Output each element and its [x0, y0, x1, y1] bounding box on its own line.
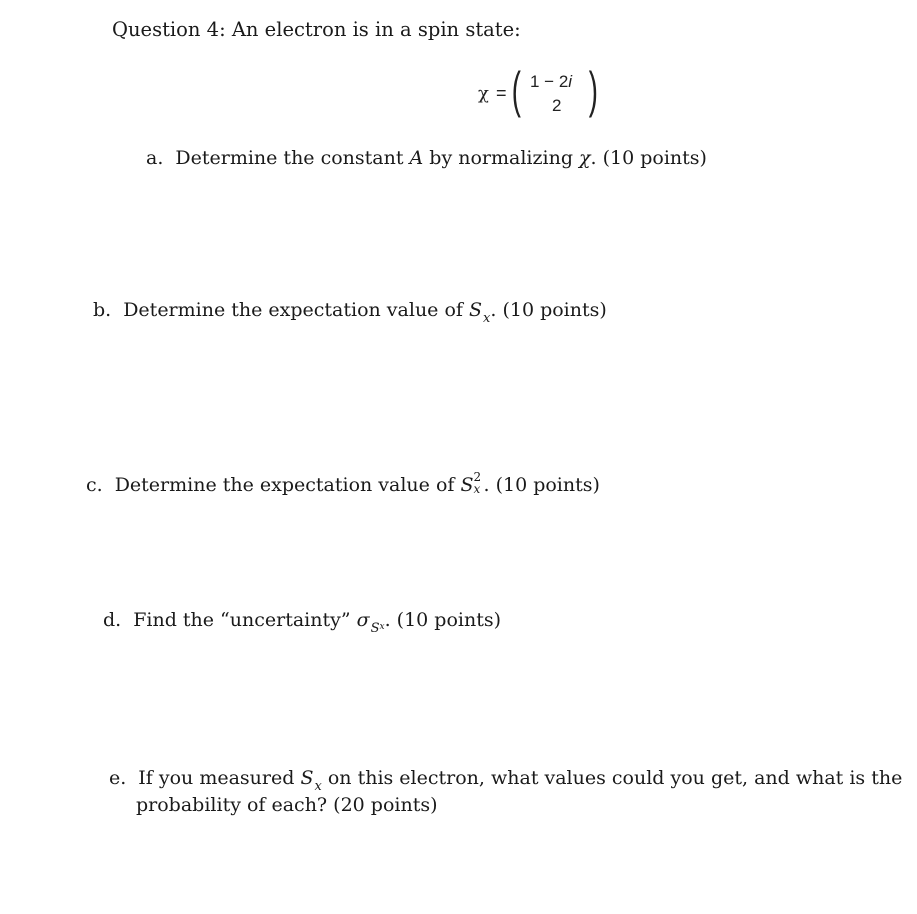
part-b-label: b.: [93, 299, 112, 321]
right-paren: ): [588, 62, 598, 118]
vector-row-2: 2: [552, 96, 562, 115]
part-a-label: a.: [146, 147, 164, 169]
equals-sign: =: [496, 83, 507, 103]
part-a: a. Determine the constant A by normalizing χ. (10 points): [146, 147, 707, 169]
part-b: b. Determine the expectation value of $S_x$. (10 points): [93, 299, 607, 326]
part-c: c. Determine the expectation value of S 2 x . (10 points): [86, 470, 600, 496]
part-e-line-2: probability of each? (20 points): [136, 794, 438, 816]
part-d: d. Find the “uncertainty” $\sigma_Sx$. (10 points): [103, 609, 502, 636]
left-paren: (: [511, 62, 521, 118]
vector-row-1: 1 − 2i: [530, 72, 573, 91]
part-c-label: c.: [86, 474, 103, 496]
part-d-label: d.: [103, 609, 122, 631]
part-e: e. If you measured $S_x$ on this electron, what values could you get, and what is the: [109, 767, 903, 794]
chi-symbol: χ: [478, 83, 489, 104]
question-title: Question 4: An electron is in a spin state:: [112, 18, 521, 41]
spin-state-equation: [476, 62, 616, 122]
part-e-label: e.: [109, 767, 127, 789]
